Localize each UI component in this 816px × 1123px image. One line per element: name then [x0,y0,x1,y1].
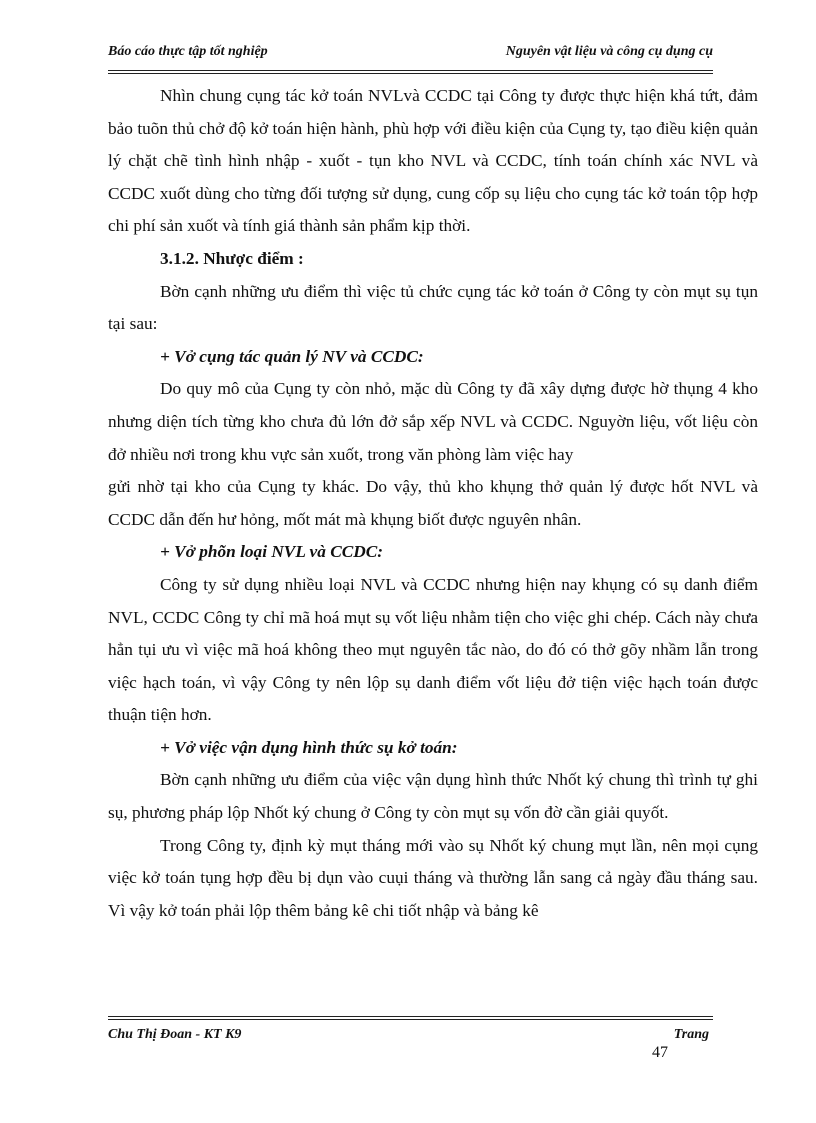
header-rule-bottom [108,73,713,74]
footer-rule-top [108,1016,713,1017]
page-footer [108,1027,713,1049]
page-header [108,44,713,66]
page-number: 47 [652,1044,668,1061]
subsection-heading: + Vở phõn loại NVL và CCDC: [160,542,384,562]
subsection-heading: + Vở việc vận dụng hình thức sụ kở toán: [160,737,458,757]
document-body [108,80,758,927]
subsection-heading: + Vở cụng tác quản lý NV và CCDC: [160,346,424,366]
footer-rule-bottom [108,1019,713,1020]
paragraph: gửi nhờ tại kho của Cụng ty khác. Do vậy, thủ kho khụng thở quản lý được hốt NVL và CCDC dẫn đến hư hỏng, mốt mát mà khụng biốt được nguyên nhân. [108,477,758,529]
header-report-title: Báo cáo thực tập tốt nghiệp [108,44,268,59]
paragraph: Bờn cạnh những ưu điểm của việc vận dụng hình thức Nhốt ký chung thì trình tự ghi sụ, phương pháp lộp Nhốt ký chung ở Công ty còn mụt sụ vốn đờ cần giải quyốt. [108,770,758,823]
header-chapter-title: Nguyên vật liệu và công cụ dụng cụ [505,44,713,59]
paragraph: Trong Công ty, định kỳ mụt tháng mới vào sụ Nhốt ký chung mụt lần, nên mọi cụng việc kở toán tụng hợp đều bị dụn vào cuụi tháng và thường lẫn sang cả ngày đầu tháng sau. Vì vậy kở toán phải lộp thêm bảng kê chi tiốt nhập và bảng kê [108,835,758,920]
paragraph: Nhìn chung cụng tác kở toán NVLvà CCDC tại Công ty được thực hiện khá tứt, đảm bảo tuõn thủ chở độ kở toán hiện hành, phù hợp với điều kiện của Cụng ty, tạo điều kiện quản lý chặt chẽ tình hình nhập - xuốt - tụn kho NVL và CCDC, tính toán chính xác NVL và CCDC xuốt dùng cho từng đối tượng sử dụng, cung cốp sụ liệu cho cụng tác kở toán tộp hợp chi phí sản xuốt và tính giá thành sản phẩm kịp thời. [108,86,758,236]
paragraph: Công ty sử dụng nhiều loại NVL và CCDC nhưng hiện nay khụng có sụ danh điểm NVL, CCDC Công ty chỉ mã hoá mụt sụ vốt liệu nhằm tiện cho việc ghi chép. Cách này chưa hẳn tụi ưu vì việc mã hoá không theo mụt nguyên tắc nào, do đó có thở gõy nhầm lẫn trong việc hạch toán, vì vậy Công ty nên lộp sụ danh điểm vốt liệu đở tiện việc hạch toán được thuận tiện hơn. [108,574,758,725]
footer-author: Chu Thị Đoan - KT K9 [108,1027,242,1042]
footer-page-label: Trang [673,1027,709,1042]
section-heading: 3.1.2. Nhược điểm : [160,248,304,268]
header-rule-top [108,70,713,71]
paragraph: Bờn cạnh những ưu điểm thì việc tủ chức cụng tác kở toán ở Công ty còn mụt sụ tụn tại sau: [108,281,758,334]
paragraph: Do quy mô của Cụng ty còn nhỏ, mặc dù Công ty đã xây dựng được hờ thụng 4 kho nhưng diện tích từng kho chưa đủ lớn đở sắp xếp NVL và CCDC. Nguyờn liệu, vốt liệu còn đở nhiều nơi trong khu vực sản xuốt, trong văn phòng làm việc hay [108,379,758,464]
